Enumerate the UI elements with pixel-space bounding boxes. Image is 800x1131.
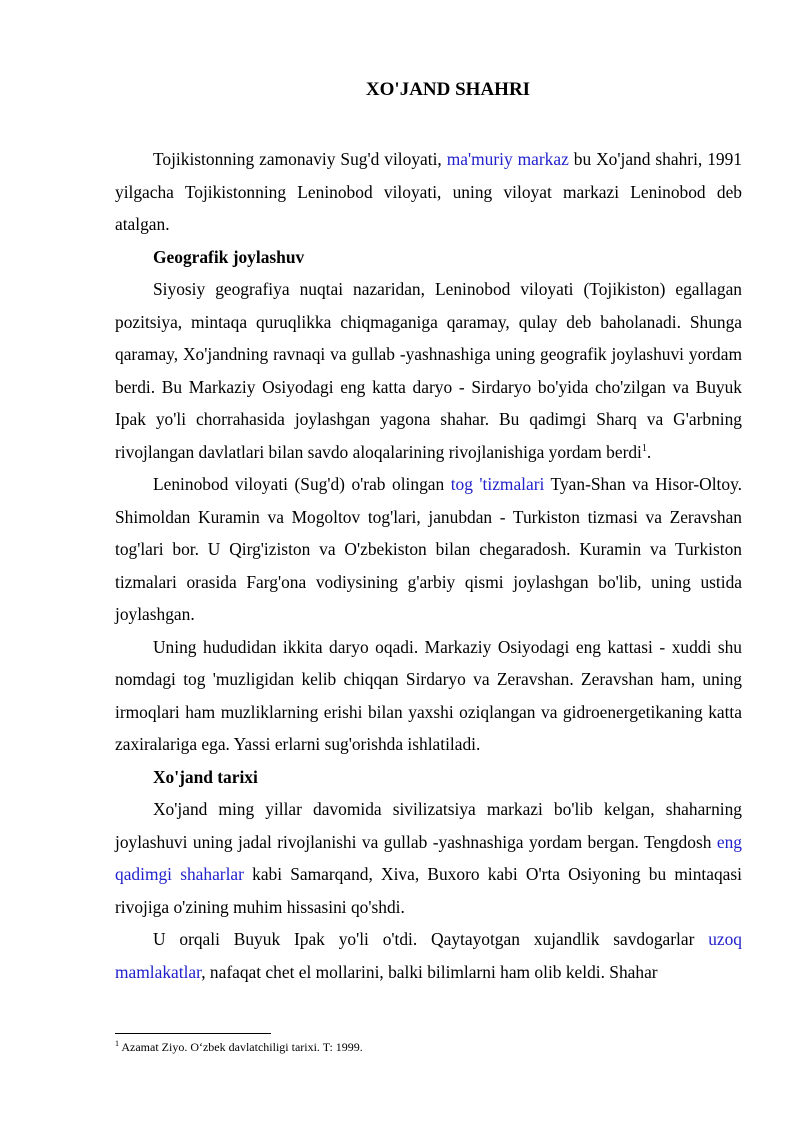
intro-text-start: Tojikistonning zamonaviy Sug'd viloyati, xyxy=(153,149,447,169)
document-body xyxy=(115,143,742,988)
footnote-separator xyxy=(115,1033,271,1034)
geography-p2-start: Leninobod viloyati (Sug'd) o'rab olingan xyxy=(153,474,451,494)
geography-paragraph-1 xyxy=(115,273,742,468)
geography-p2-end: Tyan-Shan va Hisor-Oltoy. Shimoldan Kuramin va Mogoltov tog'lari, janubdan - Turkiston tizmasi va Zeravshan tog'lari bor. U Qirg'iziston va O'zbekiston bilan chegaradosh. Kuramin va Turkiston tizmalari orasida Farg'ona vodiysining g'arbiy qismi joylashgan bo'lib, uning ustida joylashgan. xyxy=(115,474,742,624)
history-p1-start: Xo'jand ming yillar davomida sivilizatsiya markazi bo'lib kelgan, shaharning joylashuvi uning jadal rivojlanishi va gullab -yashnashiga yordam bergan. Tengdosh xyxy=(115,799,742,852)
history-p2-end: , nafaqat chet el mollarini, balki bilimlarni ham olib keldi. Shahar xyxy=(201,961,658,982)
geography-paragraph-3: Uning hududidan ikkita daryo oqadi. Markaziy Osiyodagi eng kattasi - xuddi shu nomdagi tog 'muzligidan kelib chiqqan Sirdaryo va Zeravshan. Zeravshan ham, uning irmoqlari ham muzliklarning erishi bilan yaxshi oziqlangan va gidroenergetikaning katta zaxiralariga ega. Yassi erlarni sug'orishda ishlatiladi. xyxy=(115,636,742,754)
history-p1-end: kabi Samarqand, Xiva, Buxoro kabi O'rta Osiyoning bu mintaqasi rivojiga o'zining muhim hissasini qo'shdi. xyxy=(115,864,742,917)
link-tog-tizmalari[interactable]: tog 'tizmalari xyxy=(450,474,545,494)
link-uzoq-mamlakatlar[interactable]: uzoq mamlakatlar xyxy=(115,929,742,982)
intro-text-end: bu Xo'jand shahri, 1991 yilgacha Tojikistonning Leninobod viloyati, uning viloyat markazi Leninobod deb atalgan. xyxy=(115,149,743,234)
footnote-marker: 1 xyxy=(115,1039,119,1048)
section-heading-geography: Geografik joylashuv xyxy=(153,246,305,267)
history-paragraph-1 xyxy=(115,793,742,923)
geography-p1-text: Siyosiy geografiya nuqtai nazaridan, Leninobod viloyati (Tojikiston) egallagan pozitsiya, mintaqa quruqlikka chiqmaganiga qaramay, qulay deb baholanadi. Shunga qaramay, Xo'jandning ravnaqi va gullab -yashnashiga uning geografik joylashuvi yordam berdi. Bu Markaziy Osiyodagi eng katta daryo - Sirdaryo bo'yida cho'zilgan va Buyuk Ipak yo'li chorrahasida joylashgan yagona shahar. Bu qadimgi Sharq va G'arbning rivojlangan davlatlari bilan savdo aloqalarining rivojlanishiga yordam berdi xyxy=(115,279,742,462)
footnote xyxy=(115,1039,742,1055)
history-paragraph-2 xyxy=(115,923,742,988)
link-mamuriy-markaz[interactable]: ma'muriy markaz xyxy=(446,149,569,169)
footnote-reference[interactable]: 1 xyxy=(641,442,647,454)
history-p2-start: U orqali Buyuk Ipak yo'li o'tdi. Qaytayotgan xujandlik savdogarlar xyxy=(153,929,709,949)
document-title: XO'JAND SHAHRI xyxy=(365,79,531,100)
section-heading-history: Xo'jand tarixi xyxy=(153,766,258,787)
link-eng-qadimgi-shaharlar[interactable]: eng qadimgi shaharlar xyxy=(115,831,742,884)
footnote-text: Azamat Ziyo. O‘zbek davlatchiligi tarixi. T: 1999. xyxy=(119,1040,363,1054)
intro-paragraph xyxy=(115,143,742,241)
geography-p1-end: . xyxy=(646,441,652,462)
geography-paragraph-2 xyxy=(115,468,742,631)
